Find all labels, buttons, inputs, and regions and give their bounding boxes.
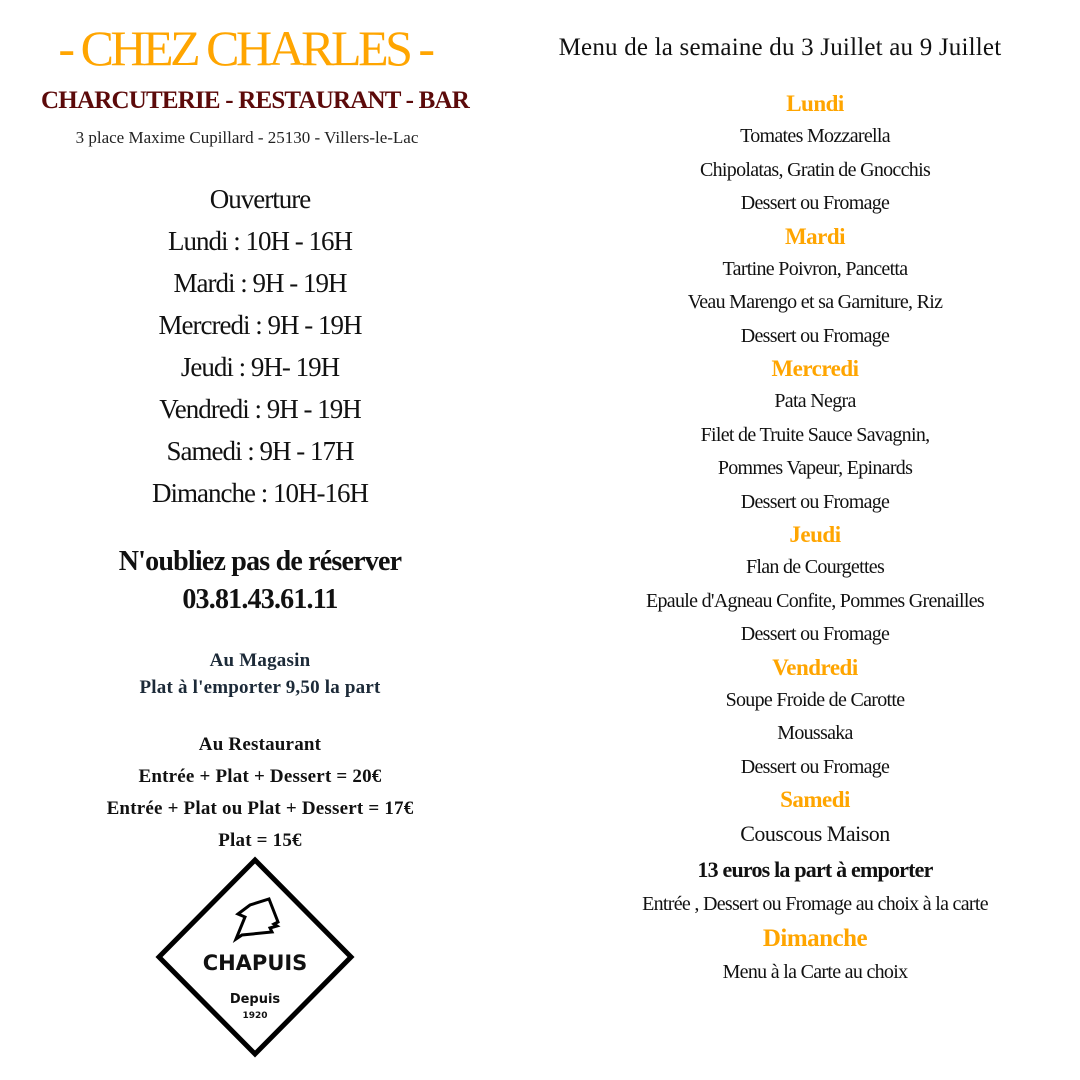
- dish: Pommes Vapeur, Epinards: [717, 457, 913, 479]
- hours-row-lundi: Lundi : 10H - 16H: [168, 226, 352, 256]
- restaurant-prices: [20, 729, 500, 857]
- opening-hours: [60, 178, 460, 514]
- dish: Menu à la Carte au choix: [722, 960, 908, 983]
- dish: Dessert ou Fromage: [740, 490, 890, 513]
- logo-year: 1920: [242, 1011, 268, 1021]
- dish: Soupe Froide de Carotte: [725, 688, 905, 711]
- day-name: Vendredi: [772, 654, 858, 680]
- hours-row-samedi: Samedi : 9H - 17H: [166, 436, 354, 466]
- menu-day-mardi: [600, 221, 1030, 354]
- hours-row-mercredi: Mercredi : 9H - 19H: [158, 310, 362, 340]
- phone-number[interactable]: 03.81.43.61.11: [182, 584, 338, 615]
- dish: Tomates Mozzarella: [740, 125, 890, 147]
- day-name: Lundi: [786, 91, 844, 116]
- dish: Dessert ou Fromage: [740, 623, 890, 645]
- menu-day-dimanche: [600, 922, 1030, 990]
- dish: Moussaka: [777, 722, 853, 744]
- menu-day-vendredi: [600, 652, 1030, 785]
- menu-day-samedi: [600, 784, 1030, 922]
- reservation-reminder: N'oubliez pas de réserver: [118, 546, 402, 577]
- price-line: Entrée + Plat + Dessert = 20€: [138, 766, 382, 787]
- dish: Flan de Courgettes: [745, 556, 885, 578]
- price-line: Entrée + Plat ou Plat + Dessert = 17€: [106, 798, 414, 819]
- dish: Tartine Poivron, Pancetta: [722, 257, 908, 280]
- dish: Entrée , Dessert ou Fromage au choix à la carte: [642, 893, 988, 915]
- logo-name: CHAPUIS: [202, 951, 308, 975]
- day-name: Dimanche: [762, 924, 868, 952]
- takeaway-price: 13 euros la part à emporter: [697, 857, 933, 882]
- dish: Epaule d'Agneau Confite, Pommes Grenailles: [645, 589, 984, 612]
- restaurant-tagline: CHARCUTERIE - RESTAURANT - BAR: [41, 87, 469, 114]
- day-name: Mardi: [784, 223, 846, 249]
- dish: Veau Marengo et sa Garniture, Riz: [687, 291, 943, 313]
- logo-since: Depuis: [229, 992, 281, 1007]
- hours-row-mardi: Mardi : 9H - 19H: [173, 268, 347, 298]
- dish: Dessert ou Fromage: [740, 324, 890, 347]
- dish: Dessert ou Fromage: [740, 192, 890, 214]
- restaurant-address: 3 place Maxime Cupillard - 25130 - Villers-le-Lac: [75, 128, 419, 147]
- hours-row-jeudi: Jeudi : 9H- 19H: [180, 352, 340, 382]
- menu-day-jeudi: [600, 519, 1030, 652]
- shop-title: Au Magasin: [209, 650, 311, 671]
- opening-hours-title: Ouverture: [209, 184, 311, 214]
- menu-day-lundi: [600, 88, 1030, 221]
- price-line: Plat = 15€: [218, 830, 302, 851]
- chapuis-logo: [155, 856, 355, 1058]
- day-name: Mercredi: [771, 356, 859, 381]
- dish: Couscous Maison: [740, 821, 890, 846]
- hours-row-dimanche: Dimanche : 10H-16H: [152, 478, 368, 508]
- dish: Pata Negra: [774, 390, 856, 412]
- hours-row-vendredi: Vendredi : 9H - 19H: [159, 394, 361, 424]
- shop-block: [60, 647, 460, 701]
- shop-takeaway-price: Plat à l'emporter 9,50 la part: [139, 677, 381, 698]
- dish: Filet de Truite Sauce Savagnin,: [700, 423, 930, 446]
- restaurant-name: - CHEZ CHARLES -: [58, 20, 432, 76]
- dish: Chipolatas, Gratin de Gnocchis: [699, 158, 931, 181]
- dish: Dessert ou Fromage: [740, 755, 890, 778]
- reservation-block: [60, 543, 460, 619]
- weekly-menu: [600, 88, 1030, 989]
- menu-day-mercredi: [600, 353, 1030, 519]
- day-name: Jeudi: [789, 522, 841, 547]
- weekly-menu-title: Menu de la semaine du 3 Juillet au 9 Juillet: [558, 34, 1002, 61]
- day-name: Samedi: [780, 787, 850, 812]
- restaurant-prices-title: Au Restaurant: [198, 734, 322, 755]
